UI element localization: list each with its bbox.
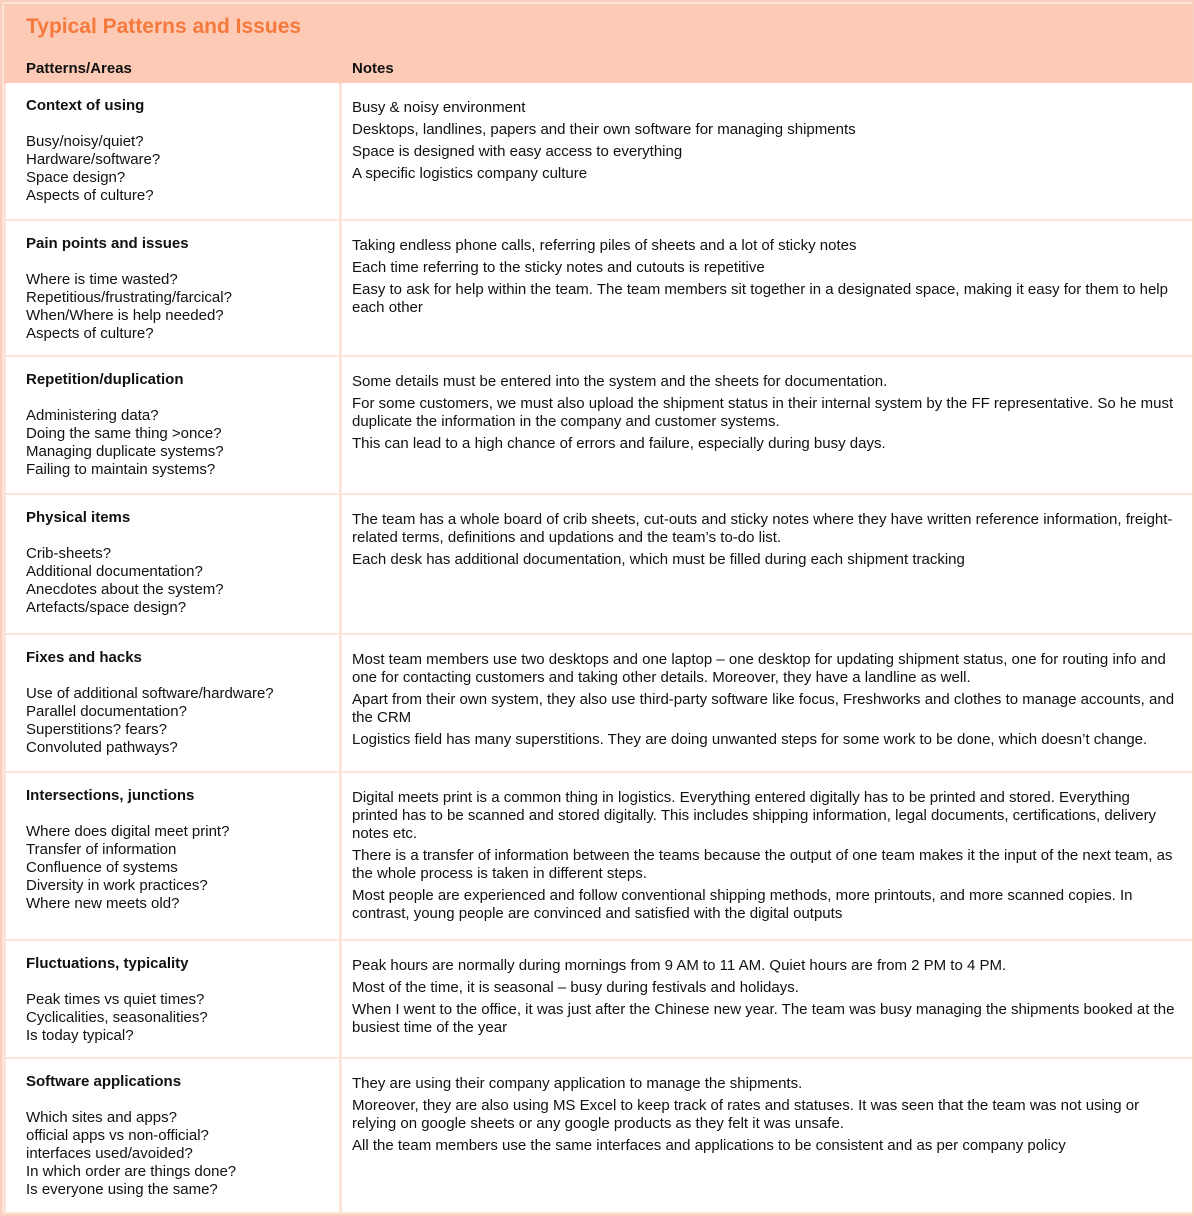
note-item: Each desk has additional documentation, which must be filled during each shipment tracking	[352, 551, 965, 568]
guiding-question: Where does digital meet print?	[26, 823, 230, 840]
guiding-questions	[26, 823, 229, 913]
guiding-questions	[26, 271, 232, 343]
area-cell	[6, 357, 339, 493]
header-row	[4, 46, 1192, 84]
notes-cell	[342, 495, 1192, 633]
guiding-question: Parallel documentation?	[26, 703, 187, 720]
table-row	[6, 635, 1192, 771]
guiding-questions	[26, 133, 160, 205]
table-row	[6, 495, 1192, 633]
guiding-question: Convoluted pathways?	[26, 739, 178, 756]
title-bar	[4, 4, 1192, 46]
note-item: When I went to the office, it was just after the Chinese new year. The team was busy managing the shipments booked at the busiest time of the year	[352, 1001, 1175, 1036]
area-cell	[6, 495, 339, 633]
note-item: Each time referring to the sticky notes and cutouts is repetitive	[352, 259, 765, 276]
area-title: Intersections, junctions	[26, 787, 195, 804]
note-item: Most of the time, it is seasonal – busy during festivals and holidays.	[352, 979, 799, 996]
guiding-question: Failing to maintain systems?	[26, 461, 216, 478]
guiding-questions	[26, 545, 224, 617]
guiding-question: Aspects of culture?	[26, 187, 154, 204]
area-cell	[6, 773, 339, 939]
guiding-question: Peak times vs quiet times?	[26, 991, 205, 1008]
guiding-question: Artefacts/space design?	[26, 599, 187, 616]
guiding-questions	[26, 407, 224, 479]
guiding-question: Is everyone using the same?	[26, 1181, 218, 1198]
note-item: Easy to ask for help within the team. The team members sit together in a designated space, making it easy for them to help each other	[352, 281, 1168, 316]
note-item: Busy & noisy environment	[352, 99, 526, 116]
guiding-question: Cyclicalities, seasonalities?	[26, 1009, 208, 1026]
guiding-question: Additional documentation?	[26, 563, 203, 580]
area-title: Fluctuations, typicality	[26, 955, 189, 972]
note-item: Some details must be entered into the system and the sheets for documentation.	[352, 373, 888, 390]
note-item: Logistics field has many superstitions. They are doing unwanted steps for some work to be done, which doesn’t change.	[352, 731, 1148, 748]
note-item: Desktops, landlines, papers and their own software for managing shipments	[352, 121, 856, 138]
area-title: Context of using	[26, 97, 145, 114]
guiding-question: Confluence of systems	[26, 859, 178, 876]
note-item: Moreover, they are also using MS Excel to keep track of rates and statuses. It was seen that the team was not using or relying on google sheets or any google products as they felt it was unsafe.	[352, 1097, 1140, 1132]
guiding-question: Transfer of information	[26, 841, 177, 858]
guiding-questions	[26, 685, 274, 757]
guiding-question: official apps vs non-official?	[26, 1127, 209, 1144]
guiding-question: Diversity in work practices?	[26, 877, 208, 894]
note-item: Apart from their own system, they also use third-party software like focus, Freshworks and clothes to manage accounts, and the CRM	[352, 691, 1175, 726]
notes-list	[352, 789, 1178, 927]
guiding-question: Anecdotes about the system?	[26, 581, 224, 598]
notes-list	[352, 99, 1178, 187]
guiding-question: Is today typical?	[26, 1027, 134, 1044]
guiding-question: Doing the same thing >once?	[26, 425, 222, 442]
guiding-question: Space design?	[26, 169, 126, 186]
area-cell	[6, 635, 339, 771]
table-row	[6, 941, 1192, 1057]
table-row	[6, 357, 1192, 493]
note-item: Space is designed with easy access to everything	[352, 143, 683, 160]
area-cell	[6, 941, 339, 1057]
guiding-question: When/Where is help needed?	[26, 307, 224, 324]
guiding-question: Administering data?	[26, 407, 159, 424]
guiding-question: Use of additional software/hardware?	[26, 685, 274, 702]
notes-list	[352, 237, 1178, 321]
area-title: Pain points and issues	[26, 235, 189, 252]
notes-cell	[342, 221, 1192, 355]
table-title: Typical Patterns and Issues	[26, 15, 302, 38]
table-row	[6, 1059, 1192, 1212]
note-item: Taking endless phone calls, referring piles of sheets and a lot of sticky notes	[352, 237, 857, 254]
area-cell	[6, 1059, 339, 1212]
guiding-question: Aspects of culture?	[26, 325, 154, 342]
guiding-question: In which order are things done?	[26, 1163, 237, 1180]
area-title: Fixes and hacks	[26, 649, 142, 666]
note-item: There is a transfer of information between the teams because the output of one team makes it the input of the next team, as the whole process is taken in different steps.	[352, 847, 1173, 882]
area-title: Repetition/duplication	[26, 371, 184, 388]
guiding-question: Busy/noisy/quiet?	[26, 133, 144, 150]
guiding-question: Which sites and apps?	[26, 1109, 177, 1126]
guiding-question: Hardware/software?	[26, 151, 161, 168]
guiding-question: Where is time wasted?	[26, 271, 178, 288]
notes-cell	[342, 773, 1192, 939]
notes-cell	[342, 941, 1192, 1057]
note-item: A specific logistics company culture	[352, 165, 588, 182]
notes-list	[352, 373, 1178, 457]
notes-cell	[342, 83, 1192, 219]
notes-cell	[342, 1059, 1192, 1212]
note-item: Digital meets print is a common thing in logistics. Everything entered digitally has to be printed and stored. Everything printed has to be scanned and stored digitally. This includes shipping information, legal documents, certifications, delivery notes etc.	[352, 789, 1157, 842]
guiding-question: interfaces used/avoided?	[26, 1145, 193, 1162]
note-item: They are using their company application to manage the shipments.	[352, 1075, 803, 1092]
table-row	[6, 773, 1192, 939]
note-item: Most people are experienced and follow conventional shipping methods, more printouts, and more scanned copies. In contrast, young people are convinced and satisfied with the digital outputs	[352, 887, 1133, 922]
area-title: Physical items	[26, 509, 131, 526]
column-header-patterns: Patterns/Areas	[26, 60, 132, 77]
table-row	[6, 221, 1192, 355]
area-title: Software applications	[26, 1073, 182, 1090]
notes-list	[352, 957, 1178, 1041]
notes-cell	[342, 357, 1192, 493]
notes-list	[352, 511, 1178, 573]
table-row	[6, 83, 1192, 219]
note-item: The team has a whole board of crib sheets, cut-outs and sticky notes where they have written reference information, freight-related terms, definitions and updations and the team’s to-do list.	[352, 511, 1173, 546]
area-cell	[6, 83, 339, 219]
note-item: This can lead to a high chance of errors and failure, especially during busy days.	[352, 435, 886, 452]
guiding-questions	[26, 991, 208, 1045]
notes-list	[352, 651, 1178, 753]
guiding-question: Repetitious/frustrating/farcical?	[26, 289, 232, 306]
note-item: All the team members use the same interfaces and applications to be consistent and as per company policy	[352, 1137, 1066, 1154]
guiding-questions	[26, 1109, 236, 1199]
guiding-question: Where new meets old?	[26, 895, 180, 912]
column-header-notes: Notes	[352, 60, 394, 77]
guiding-question: Crib-sheets?	[26, 545, 112, 562]
note-item: For some customers, we must also upload the shipment status in their internal system by the FF representative. So he must duplicate the information in the company and customer systems.	[352, 395, 1174, 430]
area-cell	[6, 221, 339, 355]
notes-list	[352, 1075, 1178, 1159]
notes-cell	[342, 635, 1192, 771]
note-item: Most team members use two desktops and one laptop – one desktop for updating shipment status, one for routing info and one for contacting customers and taking other details. Moreover, they have a landline as well.	[352, 651, 1166, 686]
note-item: Peak hours are normally during mornings from 9 AM to 11 AM. Quiet hours are from 2 PM to 4 PM.	[352, 957, 1007, 974]
guiding-question: Managing duplicate systems?	[26, 443, 224, 460]
guiding-question: Superstitions? fears?	[26, 721, 167, 738]
